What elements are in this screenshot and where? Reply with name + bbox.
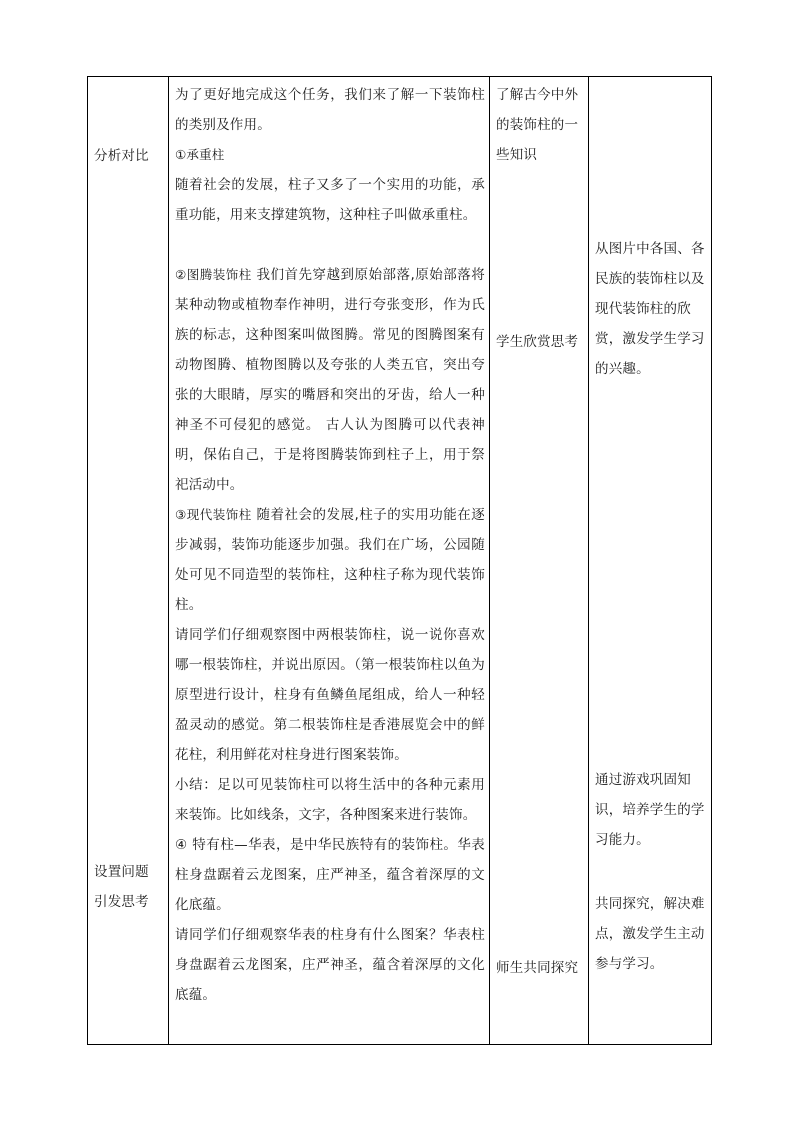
activity-learn: 了解古今中外的装饰柱的一些知识 (496, 87, 579, 163)
content-summary: 小结：足以可见装饰柱可以将生活中的各种元素用来装饰。比如线条，文字，各种图案来进行装饰。 (175, 777, 485, 823)
lesson-plan-table (87, 76, 712, 1045)
design-intent-cell (589, 77, 712, 1045)
intent-explore: 共同探究，解决难点，激发学生主动参与学习。 (595, 896, 705, 972)
activity-explore: 师生共同探究 (496, 960, 579, 976)
content-totem (169, 260, 489, 500)
step-label-analysis: 分析对比 (94, 148, 149, 164)
content-cell (169, 77, 490, 1045)
heading-modern-column: ③现代装饰柱 (175, 507, 252, 522)
content-load-bearing: 随着社会的发展，柱子又多了一个实用的功能，承重功能，用来支撑建筑物，这种柱子叫做承重柱。 (175, 177, 485, 223)
step-label-cell (88, 77, 169, 1045)
content-observe-huabiao: 请同学们仔细观察华表的柱身有什么图案？华表柱身盘踞着云龙图案，庄严神圣，蕴含着深厚的文化底蕴。 (175, 927, 485, 1003)
intent-interest: 从图片中各国、各民族的装饰柱以及现代装饰柱的欣赏，激发学生学习的兴趣。 (595, 241, 705, 377)
heading-totem-column: ②图腾装饰柱 (175, 267, 252, 282)
heading-load-bearing-column: ①承重柱 (175, 147, 225, 162)
spacer (169, 230, 489, 260)
content-modern-text: 随着社会的发展,柱子的实用功能在逐步减弱，装饰功能逐步加强。我们在广场，公园随处可见不同造型的装饰柱，这种柱子称为现代装饰柱。 (175, 507, 485, 613)
content-huabiao: ④ 特有柱—华表，是中华民族特有的装饰柱。华表柱身盘踞着云龙图案，庄严神圣，蕴含着深厚的文化底蕴。 (175, 837, 485, 913)
student-activity-cell (490, 77, 589, 1045)
table-row (88, 77, 712, 1045)
step-label-question-line1: 设置问题 (94, 864, 149, 880)
step-label-question-line2: 引发思考 (94, 894, 149, 910)
content-intro: 为了更好地完成这个任务，我们来了解一下装饰柱的类别及作用。 (175, 87, 485, 133)
content-modern (169, 500, 489, 620)
intent-consolidate: 通过游戏巩固知识，培养学生的学习能力。 (595, 772, 705, 848)
content-totem-text: 我们首先穿越到原始部落,原始部落将某种动物或植物奉作神明，进行夸张变形，作为氏族的标志，这种图案叫做图腾。常见的图腾图案有动物图腾、植物图腾以及夸张的人类五官，突出夸张的大眼睛，厚实的嘴唇和突出的牙齿，给人一种神圣不可侵犯的感觉。 古人认为图腾可以代表神明，保佑自己，于是将图腾装饰到柱子上，用于祭祀活动中。 (175, 267, 485, 493)
activity-appreciate: 学生欣赏思考 (496, 334, 579, 350)
content-observe-columns: 请同学们仔细观察图中两根装饰柱，说一说你喜欢哪一根装饰柱，并说出原因。（第一根装饰柱以鱼为原型进行设计，柱身有鱼鳞鱼尾组成，给人一种轻盈灵动的感觉。第二根装饰柱是香港展览会中的鲜花柱，利用鲜花对柱身进行图案装饰。 (175, 627, 485, 763)
